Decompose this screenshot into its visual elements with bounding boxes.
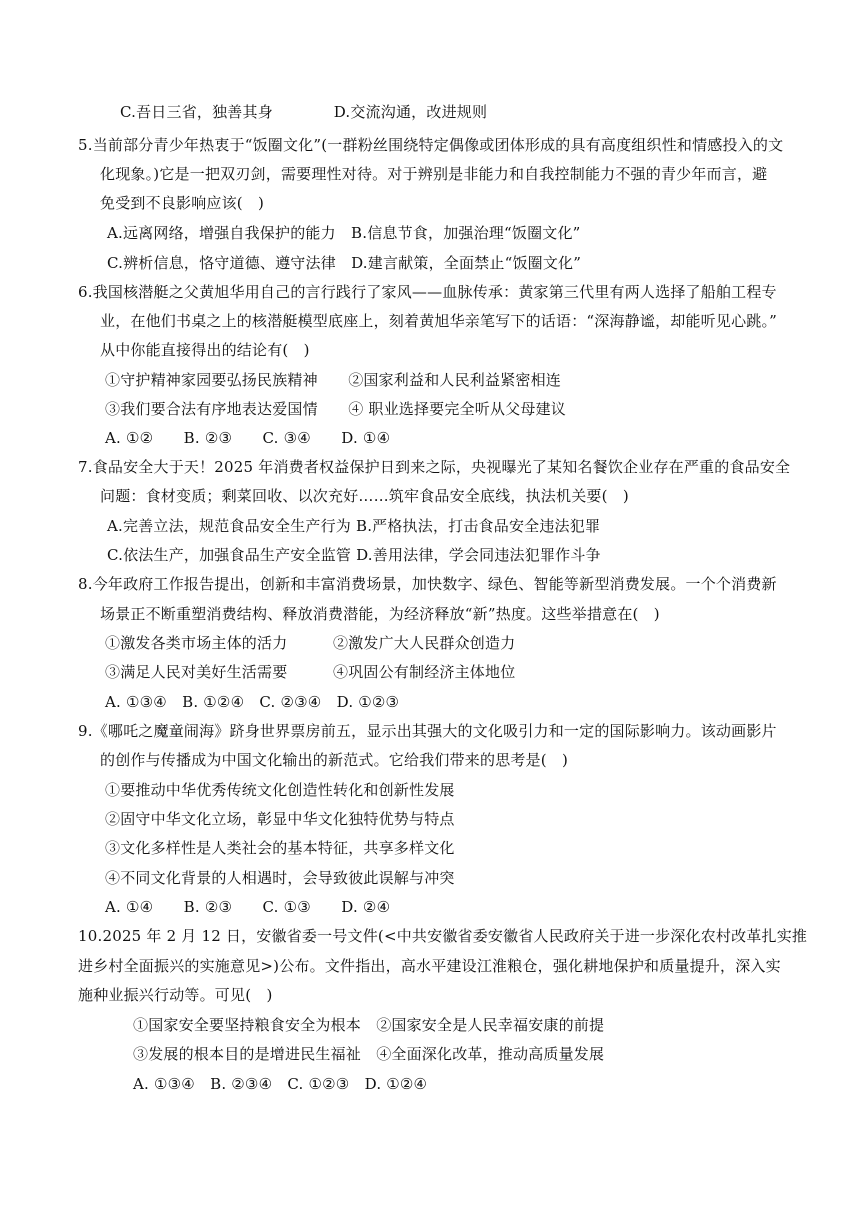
answer-options: A.远离网络，增强自我保护的能力 B.信息节食，加强治理“饭圈文化” bbox=[107, 224, 581, 242]
text-line: 化现象。)它是一把双刃剑，需要理性对待。对于辨别是非能力和自我控制能力不强的青少年而言，避 bbox=[100, 165, 768, 183]
answer-options: A. ①② B. ②③ C. ③④ D. ①④ bbox=[105, 429, 391, 447]
statement-line: ③发展的根本目的是增进民生福祉 ④全面深化改革，推动高质量发展 bbox=[133, 1045, 605, 1063]
answer-options: A. ①③④ B. ①②④ C. ②③④ D. ①②③ bbox=[105, 693, 400, 711]
text-line: 场景正不断重塑消费结构、释放消费潜能，为经济释放“新”热度。这些举措意在( ) bbox=[100, 605, 660, 623]
question-6-stem: 6.我国核潜艇之父黄旭华用自己的言行践行了家风——血脉传承：黄家第三代里有两人选择了船舶工程专 bbox=[78, 283, 777, 301]
answer-options: C.依法生产，加强食品生产安全监管 D.善用法律，学会同违法犯罪作斗争 bbox=[107, 546, 601, 564]
statement-line: ①守护精神家园要弘扬民族精神 ②国家利益和人民利益紧密相连 bbox=[105, 371, 562, 389]
text-line: 业，在他们书桌之上的核潜艇模型底座上，刻着黄旭华亲笔写下的话语：“深海静谧，却能听见心跳。” bbox=[100, 312, 778, 330]
text-line: 问题：食材变质；剩菜回收、以次充好……筑牢食品安全底线，执法机关要( ) bbox=[100, 487, 629, 505]
answer-options: A.完善立法，规范食品安全生产行为 B.严格执法，打击食品安全违法犯罪 bbox=[107, 517, 601, 535]
answer-options: C.辨析信息，恪守道德、遵守法律 D.建言献策，全面禁止“饭圈文化” bbox=[107, 254, 582, 272]
statement-line: ③满足人民对美好生活需要 ④巩固公有制经济主体地位 bbox=[105, 663, 516, 681]
question-10-stem: 10.2025 年 2 月 12 日，安徽省委一号文件(<中共安徽省委安徽省人民政府关于进一步深化农村改革扎实推 bbox=[78, 927, 808, 945]
text-line: C.吾日三省，独善其身 D.交流沟通，改进规则 bbox=[120, 103, 488, 121]
statement-line: ④不同文化背景的人相遇时，会导致彼此误解与冲突 bbox=[105, 869, 455, 887]
statement-line: ①国家安全要坚持粮食安全为根本 ②国家安全是人民幸福安康的前提 bbox=[133, 1016, 605, 1034]
text-line: 施种业振兴行动等。可见( ) bbox=[78, 986, 273, 1004]
question-8-stem: 8.今年政府工作报告提出，创新和丰富消费场景，加快数字、绿色、智能等新型消费发展。一个个消费新 bbox=[78, 575, 777, 593]
text-line: 的创作与传播成为中国文化输出的新范式。它给我们带来的思考是( ) bbox=[100, 751, 569, 769]
statement-line: ③文化多样性是人类社会的基本特征，共享多样文化 bbox=[105, 839, 455, 857]
statement-line: ②固守中华文化立场，彰显中华文化独特优势与特点 bbox=[105, 810, 455, 828]
statement-line: ①激发各类市场主体的活力 ②激发广大人民群众创造力 bbox=[105, 634, 516, 652]
statement-line: ③我们要合法有序地表达爱国情 ④ 职业选择要完全听从父母建议 bbox=[105, 400, 566, 418]
answer-options: A. ①④ B. ②③ C. ①③ D. ②④ bbox=[105, 898, 391, 916]
question-9-stem: 9.《哪吒之魔童闹海》跻身世界票房前五，显示出其强大的文化吸引力和一定的国际影响力。该动画影片 bbox=[78, 722, 777, 740]
statement-line: ①要推动中华优秀传统文化创造性转化和创新性发展 bbox=[105, 781, 455, 799]
text-line: 免受到不良影响应该( ) bbox=[100, 194, 265, 212]
question-5-stem: 5.当前部分青少年热衷于“饭圈文化”(一群粉丝围绕特定偶像或团体形成的具有高度组织性和情感投入的文 bbox=[78, 136, 784, 154]
text-line: 从中你能直接得出的结论有( ) bbox=[100, 341, 310, 359]
text-line: 进乡村全面振兴的实施意见>)公布。文件指出，高水平建设江淮粮仓，强化耕地保护和质量提升，深入实 bbox=[78, 957, 781, 975]
question-7-stem: 7.食品安全大于天！2025 年消费者权益保护日到来之际，央视曝光了某知名餐饮企业存在严重的食品安全 bbox=[78, 458, 791, 476]
answer-options: A. ①③④ B. ②③④ C. ①②③ D. ①②④ bbox=[133, 1075, 428, 1093]
